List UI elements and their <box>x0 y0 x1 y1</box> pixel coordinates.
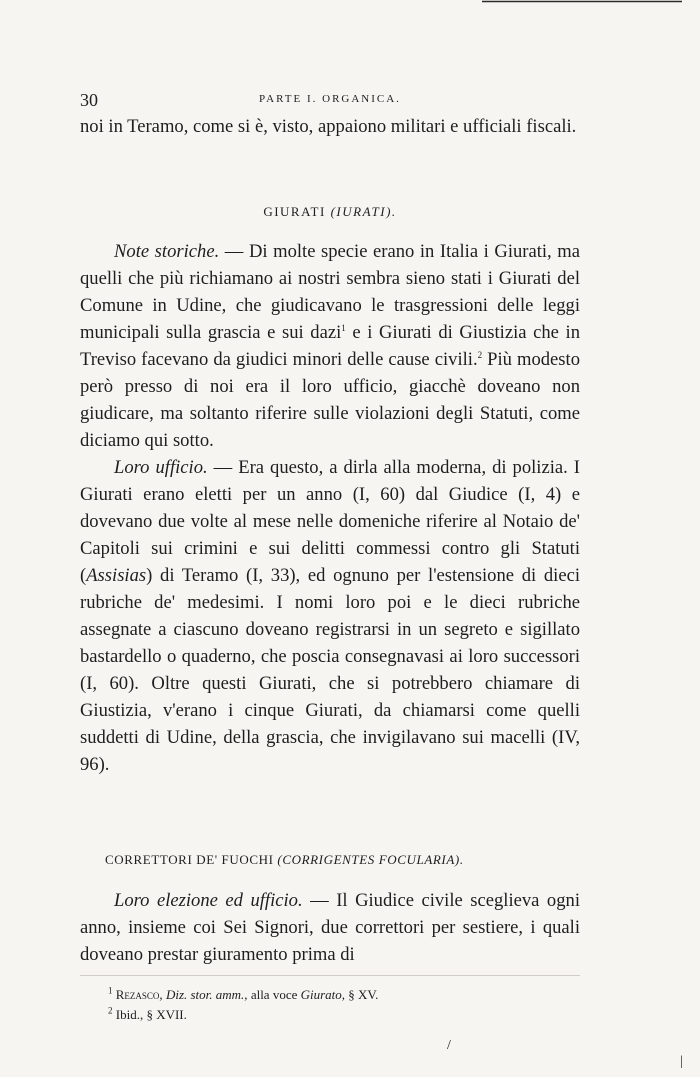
note-storiche-text-b: e i Giurati di Giustizia che in Treviso facevano da giudici minori delle cause civili. <box>80 322 581 370</box>
footnote-1-author: Rezasco, <box>115 987 163 1002</box>
footnote-1-mid: alla voce <box>247 987 301 1002</box>
heading-correttori-main: CORRETTORI DE' FUOCHI <box>105 852 274 867</box>
footnote-1-work: Diz. stor. amm., <box>162 987 248 1002</box>
paragraph-note-storiche <box>80 238 580 454</box>
section-heading-correttori <box>105 852 585 868</box>
footnote-ref-2: 2 <box>477 349 483 360</box>
page-edge-mark: | <box>680 1054 683 1069</box>
footnote-2 <box>108 1005 578 1025</box>
note-storiche-text-c: Più modesto però presso di noi era il loro ufficio, giacchè doveano non giudicare, ma soltanto riferire sulle violazioni degli Statuti, come diciamo qui sotto. <box>80 349 581 451</box>
page-number: 30 <box>80 90 98 110</box>
footnote-ref-1: 1 <box>341 322 346 333</box>
intro-paragraph <box>80 113 580 140</box>
label-loro-elezione: Loro elezione ed ufficio. <box>114 890 303 911</box>
page-header <box>80 90 580 114</box>
label-note-storiche: Note storiche. <box>114 241 220 262</box>
footnote-divider <box>80 975 580 976</box>
heading-giurati-latin: (IURATI). <box>330 204 397 219</box>
footnote-1-number: 1 <box>108 985 113 996</box>
correttori-body <box>80 887 580 968</box>
note-storiche-text-a: — Di molte specie erano in Italia i Giurati, ma quelli che più richiamano ai nostri sembra sieno stati i Giurati del Comune in Udine, che giudicavano le trasgressioni delle leggi municipali sulla grascia e sui dazi <box>80 241 580 343</box>
intro-text: noi in Teramo, come si è, visto, appaiono militari e ufficiali fiscali. <box>80 116 577 137</box>
label-loro-ufficio: Loro ufficio. <box>114 457 208 478</box>
top-edge-mark <box>482 0 682 4</box>
stray-stroke-mark: / <box>447 1038 451 1053</box>
giurati-body <box>80 238 580 778</box>
running-title: PARTE I. ORGANICA. <box>259 93 401 105</box>
paragraph-loro-elezione <box>80 887 580 968</box>
section-heading-giurati <box>80 204 580 220</box>
assisias-word: Assisias <box>86 565 147 586</box>
footnote-2-number: 2 <box>108 1005 113 1016</box>
footnote-1 <box>108 985 578 1005</box>
footnote-1-end: § XV. <box>345 987 379 1002</box>
loro-elezione-text: — Il Giudice civile sceglieva ogni anno, insieme coi Sei Signori, due correttori per sestiere, i quali doveano prestar giuramento prima di <box>80 890 580 965</box>
footnotes <box>108 985 578 1025</box>
heading-correttori-latin: (CORRIGENTES FOCULARIA). <box>277 852 464 867</box>
footnote-1-entry: Giurato, <box>300 987 346 1002</box>
loro-ufficio-text-b: ) di Teramo (I, 33), ed ognuno per l'estensione di dieci rubriche de' medesimi. I nomi loro poi e le dieci rubriche assegnate a ciascuno doveano registrarsi in un segreto e sigillato bastardello o quaderno, che poscia consegnavasi ai loro successori (I, 60). Oltre questi Giurati, che si potrebbero chiamare di Giustizia, v'erano i cinque Giurati, da chiamarsi come quelli suddetti di Udine, della grascia, che invigilavano sui macelli (IV, 96). <box>80 565 580 775</box>
paragraph-loro-ufficio <box>80 454 580 778</box>
loro-ufficio-text-a: — Era questo, a dirla alla moderna, di polizia. I Giurati erano eletti per un anno (I, 60) dal Giudice (I, 4) e dovevano due volte al mese nelle domeniche riferire al Notaio de' Capitoli sui crimini e sui delitti commessi contro gli Statuti ( <box>80 457 580 586</box>
heading-giurati-main: GIURATI <box>263 204 326 219</box>
footnote-2-text: Ibid., § XVII. <box>112 1007 187 1022</box>
